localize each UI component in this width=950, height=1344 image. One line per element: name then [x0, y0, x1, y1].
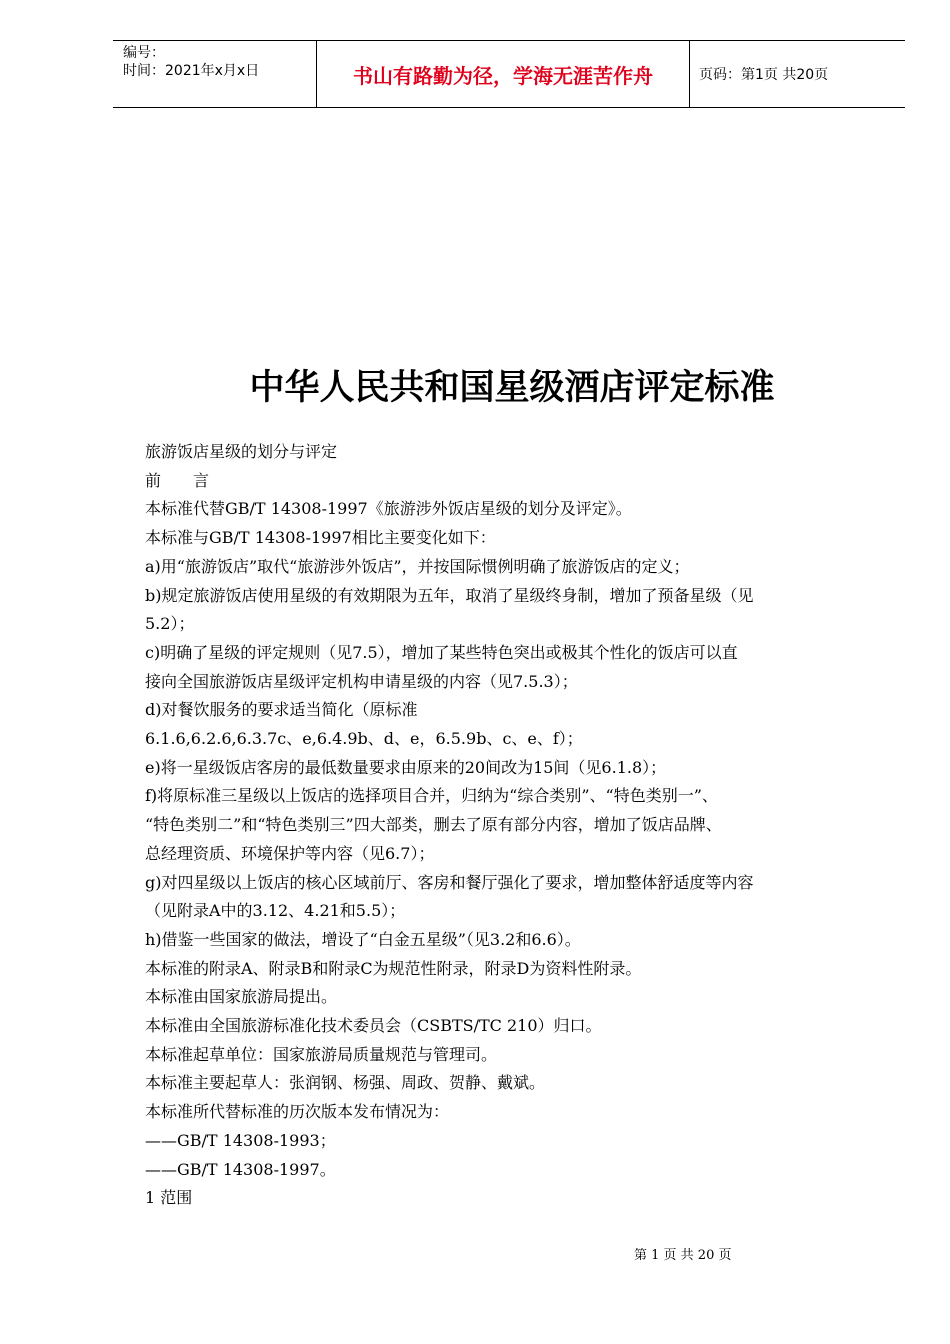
- body-line: 接向全国旅游饭店星级评定机构申请星级的内容（见7.5.3）；: [145, 671, 578, 691]
- body-line: d)对餐饮服务的要求适当简化（原标准: [145, 700, 418, 720]
- page-header: [113, 40, 905, 108]
- body-line: a)用“旅游饭店”取代“旅游涉外饭店”，并按国际惯例明确了旅游饭店的定义；: [145, 556, 690, 576]
- header-motto-cell: [316, 41, 690, 107]
- body-line: 本标准主要起草人：张润钢、杨强、周政、贺静、戴斌。: [145, 1073, 546, 1093]
- body-line: 总经理资质、环境保护等内容（见6.7）；: [145, 843, 435, 863]
- body-line: 本标准由全国旅游标准化技术委员会（CSBTS/TC 210）归口。: [145, 1016, 602, 1036]
- header-page-cell: [690, 41, 905, 107]
- body-line: c)明确了星级的评定规则（见7.5），增加了某些特色突出或极其个性化的饭店可以直: [145, 642, 738, 662]
- page-info: 页码：第1页 共20页: [699, 67, 829, 83]
- body-line: 6.1.6,6.2.6,6.3.7c、e,6.4.9b、d、e，6.5.9b、c、e、f）；: [145, 729, 583, 749]
- number-label: 编号：: [123, 45, 165, 61]
- body-line: 旅游饭店星级的划分与评定: [145, 442, 338, 461]
- body-line: 本标准与GB/T 14308-1997相比主要变化如下：: [145, 528, 496, 548]
- body-line: 本标准的附录A、附录B和附录C为规范性附录，附录D为资料性附录。: [145, 958, 642, 978]
- body-line: e)将一星级饭店客房的最低数量要求由原来的20间改为15间（见6.1.8）；: [145, 757, 667, 777]
- body-line: 5.2）；: [145, 614, 195, 634]
- document-title: 中华人民共和国星级酒店评定标准: [249, 368, 775, 408]
- body-line: 1 范围: [145, 1188, 193, 1208]
- body-line: f)将原标准三星级以上饭店的选择项目合并，归纳为“综合类别”、“特色类别一”、: [145, 786, 718, 806]
- body-line: 本标准所代替标准的历次版本发布情况为：: [145, 1102, 450, 1122]
- body-line: b)规定旅游饭店使用星级的有效期限为五年，取消了星级终身制，增加了预备星级（见: [145, 585, 754, 605]
- document-body: [145, 438, 880, 1213]
- time-label: 时间：2021年x月x日: [123, 63, 260, 79]
- body-line: ——GB/T 14308-1997。: [145, 1159, 336, 1179]
- body-line: h)借鉴一些国家的做法，增设了“白金五星级”（见3.2和6.6）。: [145, 929, 581, 949]
- body-line: “特色类别二”和“特色类别三”四大部类，删去了原有部分内容，增加了饭店品牌、: [145, 815, 722, 835]
- motto-text: 书山有路勤为径，学海无涯苦作舟: [353, 64, 653, 88]
- body-line: 本标准起草单位：国家旅游局质量规范与管理司。: [145, 1044, 498, 1064]
- page-footer: 第 1 页 共 20 页: [634, 1248, 732, 1263]
- body-line: （见附录A中的3.12、4.21和5.5）；: [145, 901, 406, 921]
- body-line: g)对四星级以上饭店的核心区域前厅、客房和餐厅强化了要求，增加整体舒适度等内容: [145, 872, 754, 892]
- body-line: 本标准代替GB/T 14308-1997《旅游涉外饭店星级的划分及评定》。: [145, 499, 632, 519]
- body-line: 本标准由国家旅游局提出。: [145, 987, 338, 1007]
- body-line: 前 言: [145, 470, 210, 490]
- body-line: ——GB/T 14308-1993；: [145, 1130, 336, 1150]
- header-meta-cell: [113, 41, 316, 107]
